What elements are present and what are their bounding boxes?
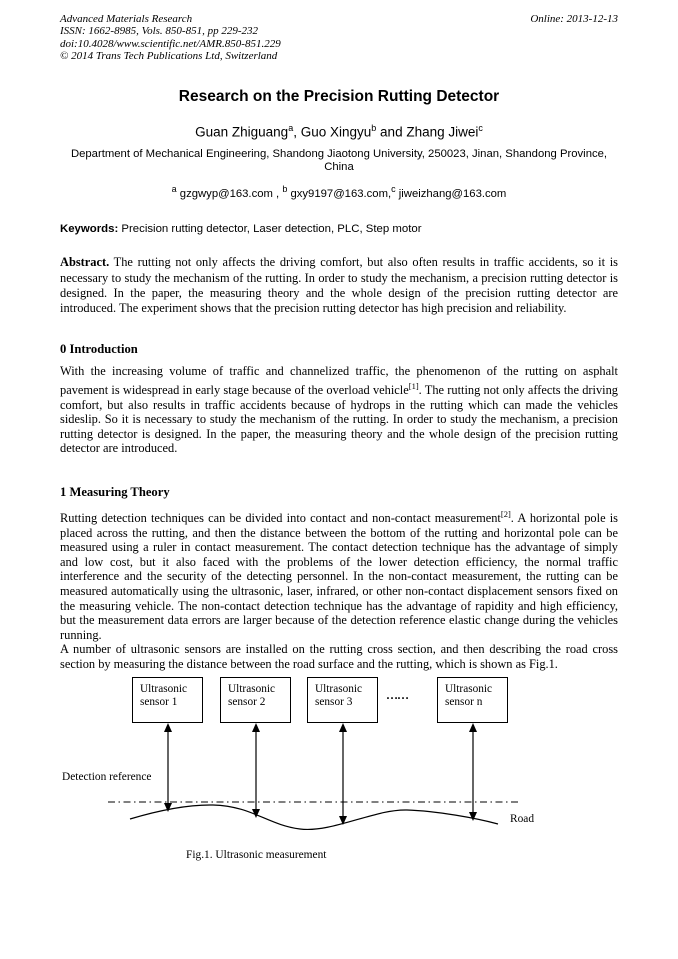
- introduction-text-pre: With the increasing volume of traffic and channelized traffic, the phenomenon of the rutting on asphalt pavement is widespread in early stage because of the overload vehicle: [60, 364, 618, 397]
- ultrasonic-sensor-2-box: Ultrasonic sensor 2: [220, 677, 291, 723]
- author-1-superscript: a: [288, 123, 294, 134]
- detection-reference-label: Detection reference: [62, 770, 152, 783]
- ellipsis-dots: ……: [386, 687, 408, 702]
- introduction-text-post: . The rutting not only affects the driving comfort, but also results in traffic accidents because of hydrops in the rutting which can made the vehicles sideslip. So it is necessary to study the mechanism of the rutting. In order to study the mechanism, a precision rutting detector is designed. In the paper, the measuring theory and the whole design of the precision rutting detector are introduced.: [60, 382, 618, 456]
- ultrasonic-sensor-n-box: Ultrasonic sensor n: [437, 677, 508, 723]
- author-separator-2: and: [376, 124, 407, 140]
- author-separator-1: ,: [293, 124, 301, 140]
- road-label: Road: [510, 812, 535, 825]
- author-2: Guo Xingyu: [300, 124, 372, 140]
- section-heading-measuring-theory: 1 Measuring Theory: [60, 484, 170, 499]
- theory-text-pre: Rutting detection techniques can be divided into contact and non-contact measurement: [60, 511, 501, 526]
- measuring-theory-paragraph-2: A number of ultrasonic sensors are installed on the rutting cross section, and then describing the road cross section by measuring the distance between the road surface and the rutting, which is shown as Fig.1.: [60, 642, 618, 672]
- keywords-text: Precision rutting detector, Laser detection, PLC, Step motor: [118, 223, 422, 236]
- paper-title: Research on the Precision Rutting Detector: [178, 88, 500, 106]
- road-curve: [130, 805, 498, 829]
- keywords-line: [60, 222, 618, 236]
- journal-header-left: [60, 13, 281, 62]
- journal-copyright-line: © 2014 Trans Tech Publications Ltd, Switzerland: [60, 49, 278, 62]
- authors-line: [60, 120, 618, 141]
- email-3: jiweizhang@163.com: [395, 187, 507, 200]
- keywords-label: Keywords:: [60, 223, 119, 236]
- abstract-label: Abstract.: [60, 255, 110, 270]
- measuring-theory-paragraph-1: [60, 507, 618, 642]
- abstract-paragraph: [60, 255, 618, 316]
- figure-caption: Fig.1. Ultrasonic measurement: [186, 848, 327, 861]
- email-1: gzgwyp@163.com ,: [176, 187, 283, 200]
- citation-ref-1: [1]: [408, 380, 419, 391]
- citation-ref-2: [2]: [500, 508, 511, 519]
- author-1: Guan Zhiguang: [195, 124, 289, 140]
- theory-text-post: . A horizontal pole is placed across the rutting, and then the distance between the bottom of the rutting and horizontal pole can be measured using a ruler in contact measurement. The contact detection technique has the advantage of simply and low cost, but it also faced with the problems of the lower detection efficiency, the normal traffic interference and the security of the detecting personnel. In the non-contact measurement, the rutting can be measured automatically using the ultrasonic, laser, infrared, or other non-contact displacement sensors fixed on the measuring vehicle. The non-contact detection technique has the advantage of rapidity and high efficiency, but the measurement data errors are larger because of the detection reference elastic change during the vehicles running.: [60, 511, 619, 642]
- journal-name: Advanced Materials Research: [60, 13, 193, 25]
- author-3: Zhang Jiwei: [406, 124, 479, 140]
- ultrasonic-sensor-3-box: Ultrasonic sensor 3: [307, 677, 378, 723]
- abstract-text: The rutting not only affects the driving comfort, but also often results in traffic accidents, so it is necessary to study the mechanism of the rutting. In order to study the mechanism, a precision rutting detector is designed. In the paper, the measuring theory and the whole design of the precision rutting detector are introduced. The experiment shows that the precision rutting detector has high precision and reliability.: [60, 255, 618, 316]
- ultrasonic-sensor-1-box: Ultrasonic sensor 1: [132, 677, 203, 723]
- journal-doi-line: doi:10.4028/www.scientific.net/AMR.850-851.229: [60, 37, 281, 50]
- affiliation-line: Department of Mechanical Engineering, Shandong Jiaotong University, 250023, Jinan, Shandong Province, China: [70, 147, 608, 174]
- journal-issn-line: ISSN: 1662-8985, Vols. 850-851, pp 229-232: [60, 25, 258, 38]
- email-1-superscript: a: [171, 183, 177, 194]
- journal-header: [60, 0, 618, 62]
- figure-1: [60, 672, 618, 844]
- introduction-paragraph: [60, 364, 618, 456]
- online-date: Online: 2013-12-13: [530, 13, 618, 25]
- author-3-superscript: c: [478, 123, 483, 134]
- email-2: gxy9197@163.com,: [287, 187, 392, 200]
- author-2-superscript: b: [371, 123, 377, 134]
- page-content: [60, 0, 618, 861]
- emails-line: [60, 184, 618, 200]
- email-3-superscript: c: [391, 183, 396, 194]
- section-heading-introduction: 0 Introduction: [60, 342, 138, 357]
- email-2-superscript: b: [282, 183, 288, 194]
